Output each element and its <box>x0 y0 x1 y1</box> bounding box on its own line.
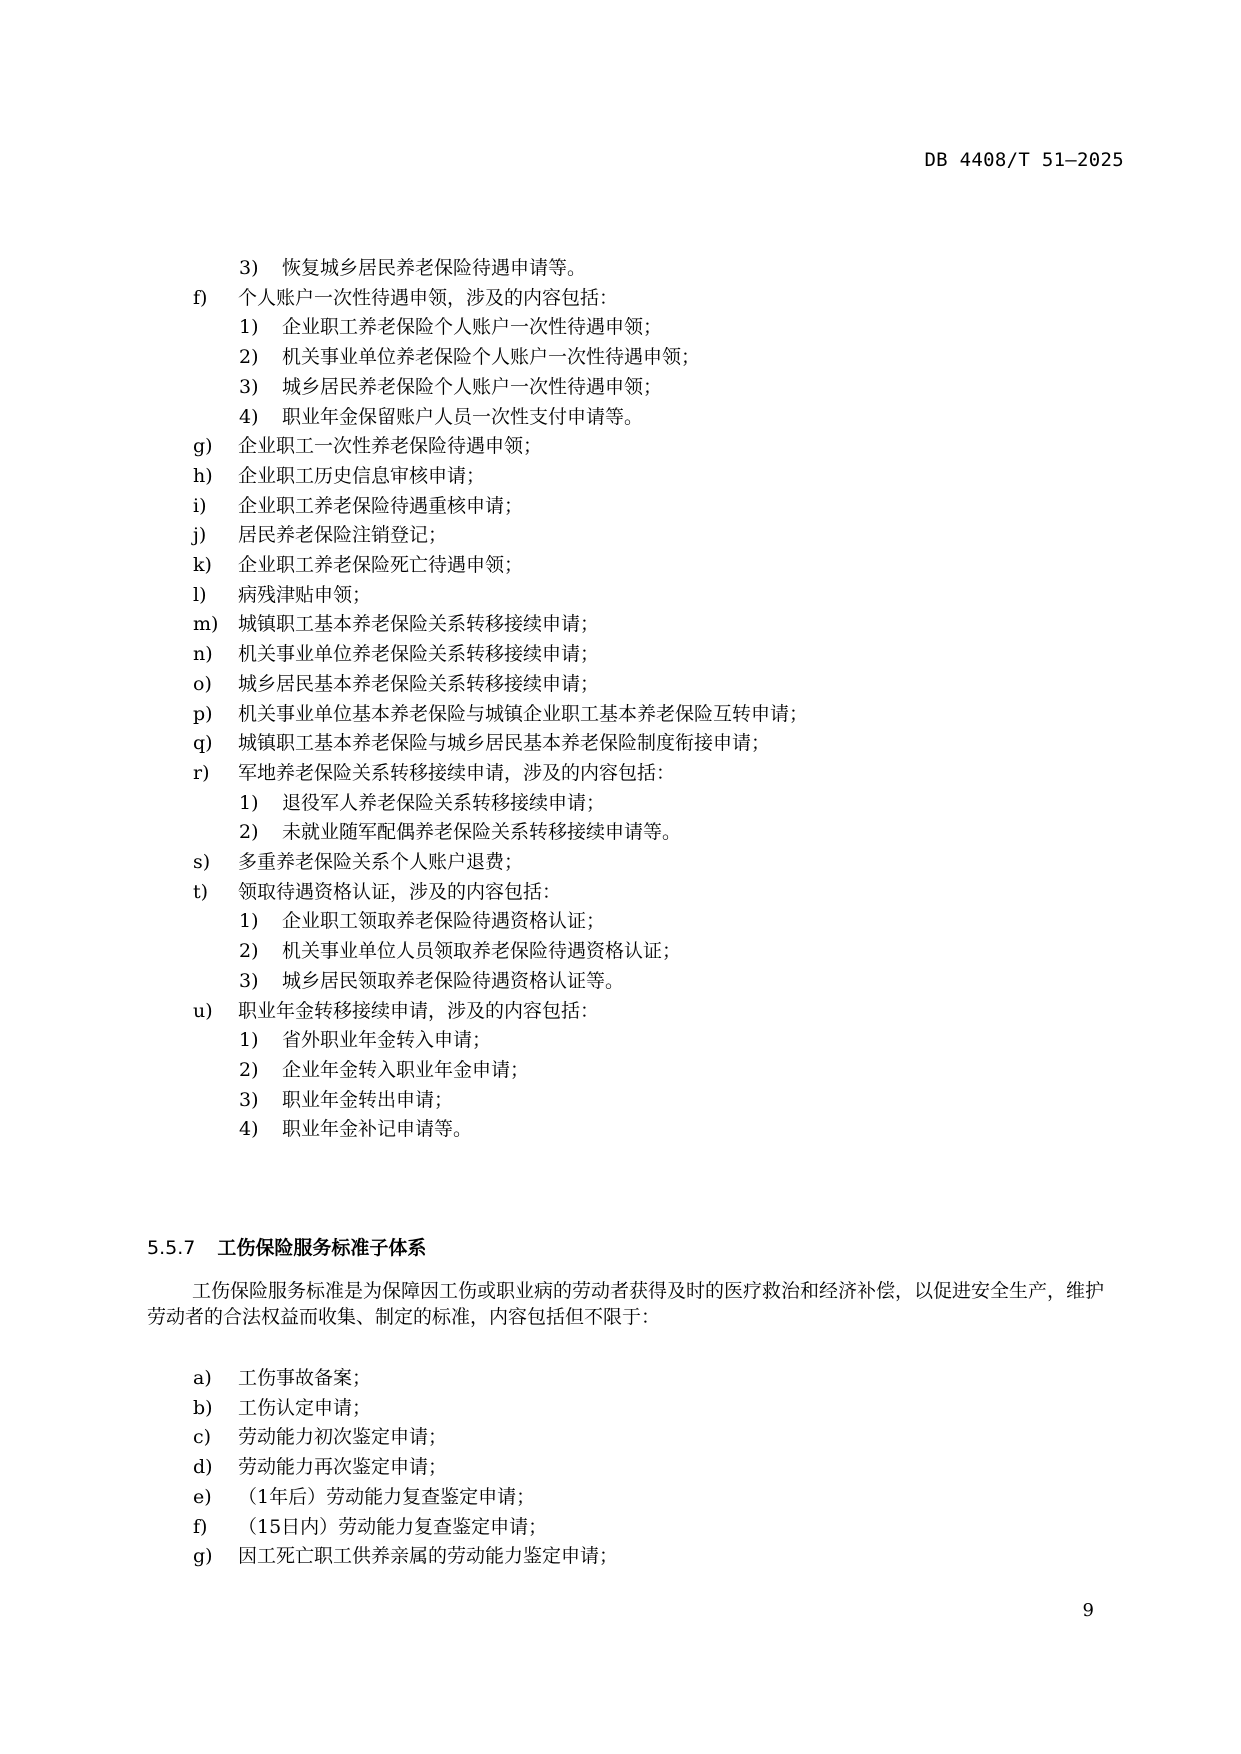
list-text: 未就业随军配偶养老保险关系转移接续申请等。 <box>282 821 682 844</box>
list-marker: s) <box>193 851 211 873</box>
list-marker: j) <box>193 524 207 547</box>
section-paragraph: 工伤保险服务标准是为保障因工伤或职业病的劳动者获得及时的医疗救治和经济补偿，以促进安全生产，维护劳动者的合法权益而收集、制定的标准，内容包括但不限于： <box>147 1280 1105 1328</box>
list-text: 多重养老保险关系个人账户退费； <box>238 851 524 873</box>
list-marker: 4) <box>239 1118 259 1141</box>
list-text: 企业职工历史信息审核申请； <box>238 464 486 487</box>
list-marker: 3) <box>239 1088 259 1111</box>
list-marker: 3) <box>239 969 259 992</box>
list-marker: t) <box>193 880 209 903</box>
list-text: 劳动能力初次鉴定申请； <box>238 1426 448 1449</box>
list-marker: q) <box>193 732 213 755</box>
list-text: 机关事业单位养老保险关系转移接续申请； <box>238 643 600 666</box>
list-marker: 2) <box>239 821 259 844</box>
list-marker: 2) <box>239 940 259 963</box>
list-text: 个人账户一次性待遇申领，涉及的内容包括： <box>238 286 619 309</box>
list-text: 省外职业年金转入申请； <box>282 1029 492 1052</box>
list-text: 工伤认定申请； <box>238 1396 372 1419</box>
list-marker: f) <box>193 1515 208 1538</box>
list-text: 领取待遇资格认证，涉及的内容包括： <box>238 880 562 903</box>
list-text: 城镇职工基本养老保险与城乡居民基本养老保险制度衔接申请； <box>238 732 771 755</box>
list-marker: 2) <box>239 346 259 369</box>
list-marker: 3) <box>239 257 259 279</box>
document-code: DB 4408/T 51—2025 <box>924 149 1124 171</box>
list-text: 恢复城乡居民养老保险待遇申请等。 <box>282 257 587 279</box>
list-text: 劳动能力再次鉴定申请； <box>238 1456 448 1479</box>
list-text: 机关事业单位养老保险个人账户一次性待遇申领； <box>282 346 701 369</box>
list-text: 城乡居民养老保险个人账户一次性待遇申领； <box>282 375 663 398</box>
list-marker: f) <box>193 286 208 309</box>
list-text: 机关事业单位基本养老保险与城镇企业职工基本养老保险互转申请； <box>238 702 809 725</box>
list-text: 城乡居民领取养老保险待遇资格认证等。 <box>282 969 625 992</box>
list-marker: 4) <box>239 405 259 428</box>
list-marker: b) <box>193 1396 213 1419</box>
list-marker: g) <box>193 435 213 458</box>
list-text: 城镇职工基本养老保险关系转移接续申请； <box>238 613 600 636</box>
page-number: 9 <box>1082 1600 1094 1621</box>
list-marker: 3) <box>239 375 259 398</box>
list-text: 企业职工养老保险死亡待遇申领； <box>238 554 524 576</box>
list-text: 机关事业单位人员领取养老保险待遇资格认证； <box>282 940 682 963</box>
list-text: 企业职工养老保险待遇重核申请； <box>238 494 524 517</box>
list-marker: n) <box>193 643 213 666</box>
section-number: 5.5.7 <box>147 1237 196 1259</box>
list-text: （1年后）劳动能力复查鉴定申请； <box>238 1485 536 1508</box>
list-marker: 2) <box>239 1058 259 1081</box>
list-text: 企业职工领取养老保险待遇资格认证； <box>282 910 606 933</box>
list-text: 企业职工养老保险个人账户一次性待遇申领； <box>282 316 663 339</box>
list-text: 城乡居民基本养老保险关系转移接续申请； <box>238 672 600 695</box>
list-marker: 1) <box>239 791 259 814</box>
list-marker: g) <box>193 1545 213 1568</box>
list-marker: 1) <box>239 1029 259 1052</box>
list-marker: 1) <box>239 316 259 339</box>
list-marker: i) <box>193 494 207 517</box>
list-marker: r) <box>193 761 210 784</box>
section-title: 工伤保险服务标准子体系 <box>217 1237 427 1259</box>
list-text: 退役军人养老保险关系转移接续申请； <box>282 791 606 814</box>
list-marker: p) <box>193 702 213 725</box>
list-marker: h) <box>193 464 213 487</box>
list-text: 病残津贴申领； <box>238 583 372 606</box>
list-text: 企业职工一次性养老保险待遇申领； <box>238 435 543 458</box>
list-text: 企业年金转入职业年金申请； <box>282 1058 530 1081</box>
list-marker: c) <box>193 1426 212 1449</box>
list-marker: u) <box>193 999 213 1022</box>
list-marker: l) <box>193 583 207 606</box>
list-marker: m) <box>193 613 219 636</box>
list-text: 居民养老保险注销登记； <box>238 524 448 547</box>
list-marker: k) <box>193 554 212 576</box>
list-text: （15日内）劳动能力复查鉴定申请； <box>238 1515 548 1538</box>
section-heading <box>147 1235 426 1261</box>
list-text: 因工死亡职工供养亲属的劳动能力鉴定申请； <box>238 1545 619 1568</box>
list-marker: a) <box>193 1367 212 1389</box>
list-text: 工伤事故备案； <box>238 1367 372 1389</box>
list-text: 职业年金转移接续申请，涉及的内容包括： <box>238 999 600 1022</box>
list-marker: d) <box>193 1456 213 1479</box>
list-text: 军地养老保险关系转移接续申请，涉及的内容包括： <box>238 761 676 784</box>
list-marker: e) <box>193 1485 212 1508</box>
list-text: 职业年金补记申请等。 <box>282 1118 473 1141</box>
list-text: 职业年金转出申请； <box>282 1088 454 1111</box>
list-marker: o) <box>193 672 212 695</box>
list-marker: 1) <box>239 910 259 933</box>
list-text: 职业年金保留账户人员一次性支付申请等。 <box>282 405 644 428</box>
